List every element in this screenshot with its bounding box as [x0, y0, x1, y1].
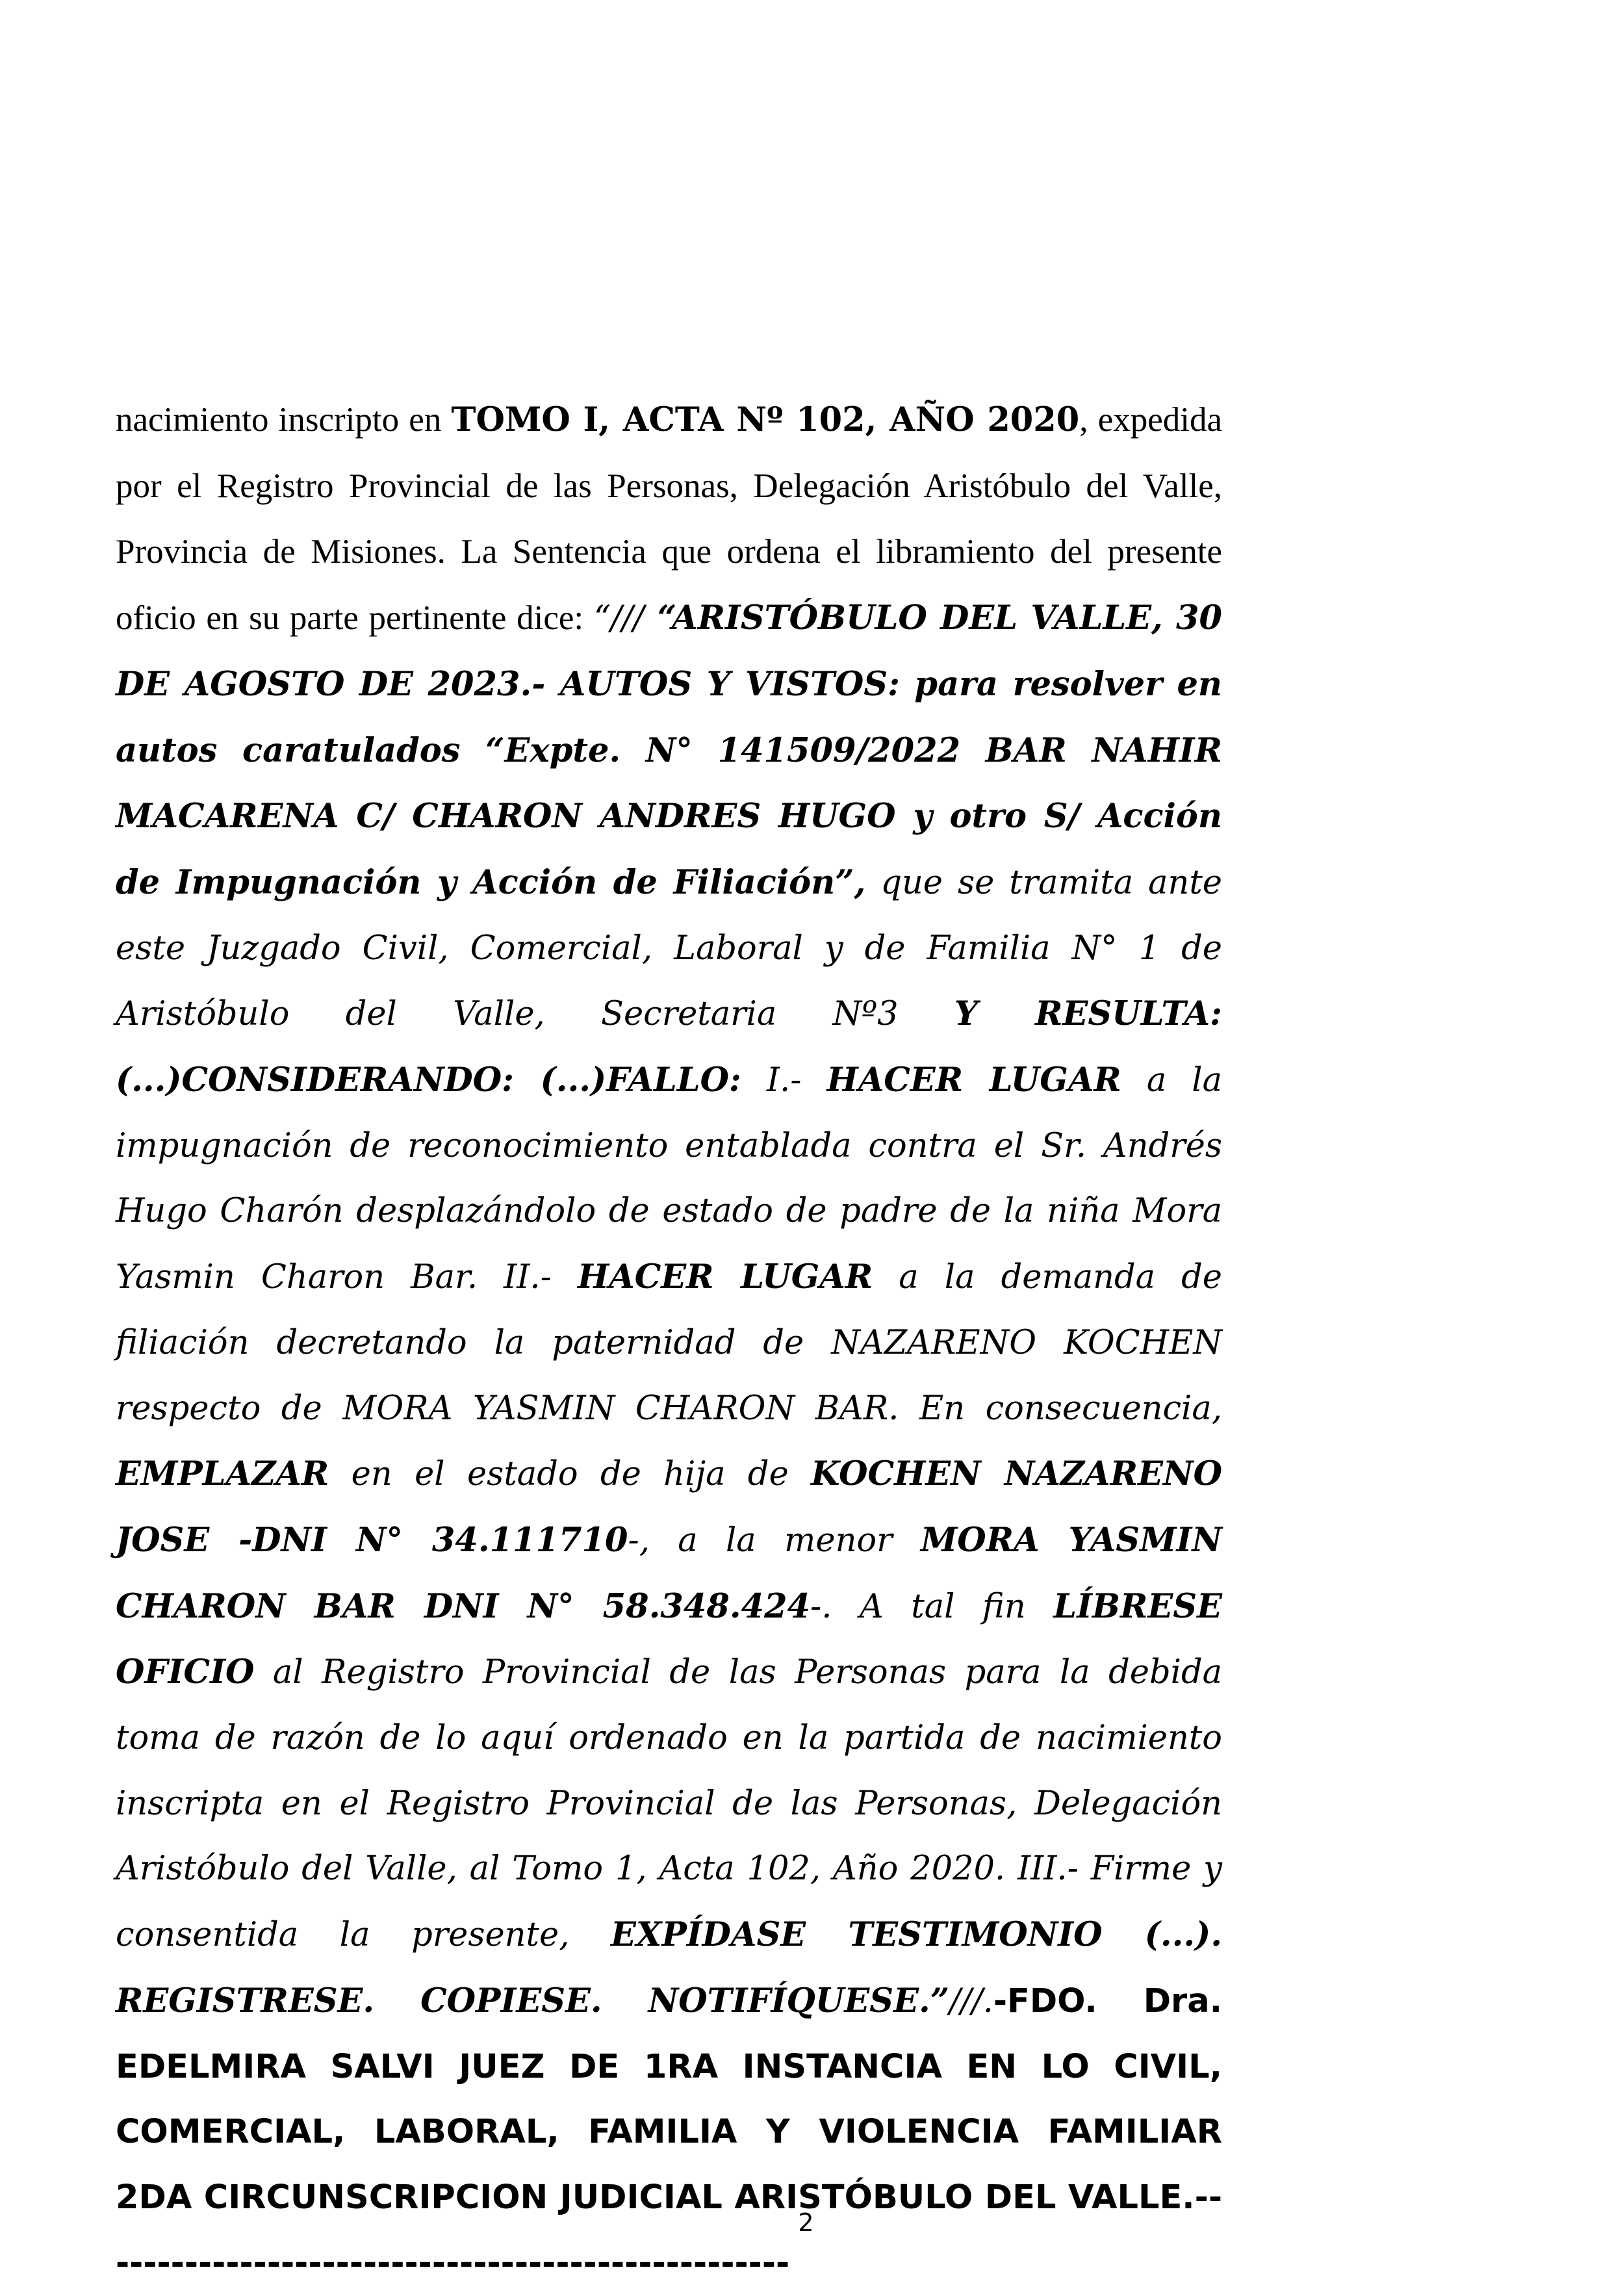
text-span: “/// [593, 599, 645, 638]
text-span: -FDO. Dra. EDELMIRA SALVI JUEZ DE 1RA INSTANCIA EN LO CIVIL, COMERCIAL, LABORAL, FAMILIA Y VIOLENCIA FAMILIAR 2DA CIRCUNSCRIPCION JUDICIAL ARISTÓBULO DEL VALLE.--------------------------------------------------- [116, 1981, 1234, 2282]
text-span: EXPÍDASE TESTIMONIO (...). REGISTRESE. COPIESE. NOTIFÍQUESE.” [116, 1915, 1234, 2020]
page-number: 2 [798, 2208, 814, 2237]
text-span: a la demanda de filiación decretando la paternidad de NAZARENO KOCHEN respecto de MORA YASMIN CHARON BAR. En consecuencia, [116, 1258, 1233, 1428]
text-span: en el estado de hija de [329, 1455, 812, 1494]
document-body [116, 387, 1234, 2296]
text-span: nacimiento inscripto en [116, 401, 452, 439]
text-span: Y RESULTA: (...)CONSIDERANDO: (...)FALLO: [116, 994, 1234, 1100]
text-span: MORA YASMIN CHARON BAR DNI N° 58.348.424 [116, 1520, 1234, 1626]
text-span: , expedida por el Registro Provincial de las Personas, Delegación Aristóbulo del Valle, Provincia de Misiones. La Sentencia que ordena el libramiento del presente oficio en su parte pertinente dice: [116, 401, 1231, 638]
text-span: HACER LUGAR [826, 1061, 1121, 1100]
text-span: -, a la menor [628, 1521, 921, 1560]
text-span: LÍBRESE OFICIO [116, 1586, 1234, 1692]
text-span: “ARISTÓBULO DEL VALLE, 30 DE AGOSTO DE 2023.- AUTOS Y VISTOS: para resolver en autos caratulados “Expte. N° 141509/2022 BAR NAHIR MACARENA C/ CHARON ANDRES HUGO y otro S/ Acción de Impugnación y Acción de Filiación”, [116, 599, 1234, 902]
text-span: a la impugnación de reconocimiento entablada contra el Sr. Andrés Hugo Charón desplazándolo de estado de padre de la niña Mora Yasmin Charon Bar. II.- [116, 1061, 1233, 1297]
text-span: EMPLAZAR [116, 1454, 329, 1494]
text-span: TOMO I, ACTA Nº 102, AÑO 2020 [451, 400, 1080, 439]
text-span: KOCHEN NAZARENO JOSE -DNI N° 34.111710 [116, 1454, 1234, 1560]
text-span: -. A tal fin [810, 1587, 1054, 1626]
text-span: HACER LUGAR [577, 1258, 873, 1297]
text-span: ///. [949, 1981, 993, 2020]
text-span: que se tramita ante este Juzgado Civil, Comercial, Laboral y de Familia N° 1 de Aristóbulo del Valle, Secretaria Nº3 [116, 863, 1233, 1034]
text-span: I.- [741, 1061, 827, 1100]
sentence-paragraph [116, 387, 1234, 2296]
text-span: al Registro Provincial de las Personas para la debida toma de razón de lo aquí ordenado en la partida de nacimiento inscripta en el Registro Provincial de las Personas, Delegación Aristóbulo del Valle, al Tomo 1, Acta 102, Año 2020. III.- Firme y consentida la presente, [116, 1653, 1233, 1955]
